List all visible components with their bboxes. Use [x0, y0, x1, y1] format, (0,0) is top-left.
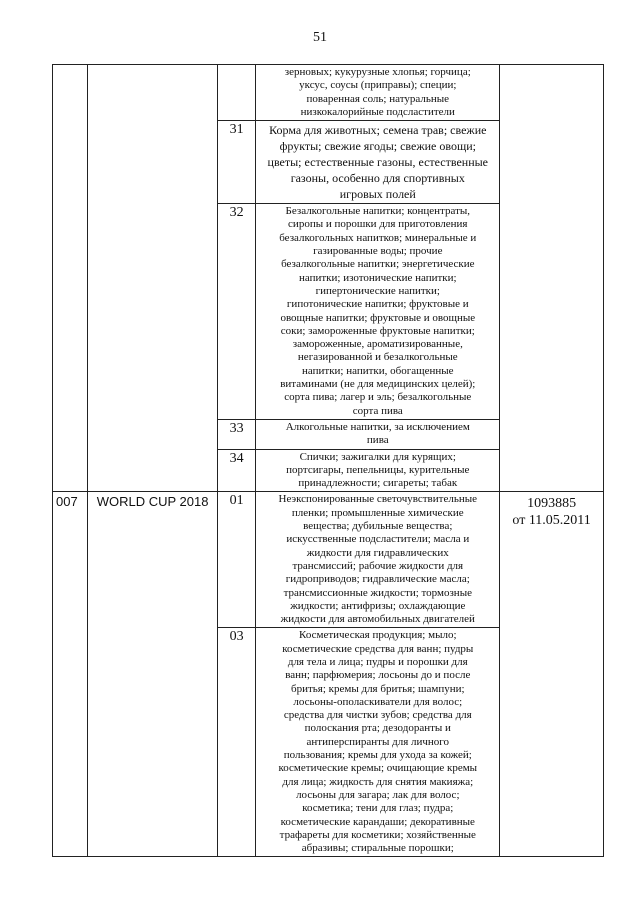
trademark-name — [88, 65, 218, 492]
class-number: 31 — [217, 121, 255, 204]
goods-description: зерновых; кукурузные хлопья; горчица; уксус, соусы (приправы); специи; поваренная соль; натуральные низкокалорийные подсластители — [256, 65, 500, 121]
goods-description: Неэкспонированные светочувствительные пленки; промышленные химические вещества; дубильные вещества; искусственные подсластители; масла и жидкости для гидравлических трансмиссий; рабочие жидкости для гидроприводов; гидравлические масла; трансмиссионные жидкости; тормозные жидкости; антифризы; охлаждающие жидкости для автомобильных двигателей — [256, 492, 500, 628]
registration-number: 1093885 — [527, 496, 577, 512]
class-number — [217, 65, 255, 121]
trademark-table — [52, 64, 604, 857]
goods-description: Косметическая продукция; мыло; косметические средства для ванн; пудры для тела и лица; пудры и порошки для ванн; парфюмерия; лосьоны до и после бритья; кремы для бритья; шампуни; лосьоны-ополаскиватели для волос; средства для чистки зубов; средства для полоскания рта; дезодоранты и антиперспиранты для личного пользования; кремы для ухода за кожей; косметические кремы; очищающие кремы для лица; жидкость для снятия макияжа; лосьоны для загара; лак для волос; косметика; тени для глаз; пудра; косметические карандаши; декоративные трафареты для косметики; хозяйственные абразивы; стиральные порошки; — [256, 628, 500, 857]
registration-cell — [500, 65, 604, 492]
page-number: 51 — [313, 30, 327, 45]
trademark-name: WORLD CUP 2018 — [88, 492, 218, 857]
row-code — [53, 65, 88, 492]
registration-cell — [500, 492, 604, 857]
class-number: 03 — [217, 628, 255, 857]
table-row — [53, 65, 604, 121]
table-row — [53, 492, 604, 628]
goods-description: Корма для животных; семена трав; свежие фрукты; свежие ягоды; свежие овощи; цветы; естественные газоны, естественные газоны, особенно для спортивных игровых полей — [256, 121, 500, 204]
class-number: 34 — [217, 449, 255, 492]
class-number: 33 — [217, 419, 255, 449]
goods-description: Алкогольные напитки, за исключением пива — [256, 419, 500, 449]
class-number: 01 — [217, 492, 255, 628]
goods-description: Спички; зажигалки для курящих; портсигары, пепельницы, курительные принадлежности; сигареты; табак — [256, 449, 500, 492]
class-number: 32 — [217, 204, 255, 420]
row-code: 007 — [53, 492, 88, 857]
goods-description: Безалкогольные напитки; концентраты, сиропы и порошки для приготовления безалкогольных напитков; минеральные и газированные воды; прочие безалкогольные напитки; энергетические напитки; изотонические напитки; гипертонические напитки; гипотонические напитки; фруктовые и овощные напитки; фруктовые и овощные соки; замороженные фруктовые напитки; замороженные, ароматизированные, негазированной и безалкогольные напитки; напитки, обогащенные витаминами (не для медицинских целей); сорта пива; лагер и эль; безалкогольные сорта пива — [256, 204, 500, 420]
registration-date: от 11.05.2011 — [512, 513, 591, 529]
